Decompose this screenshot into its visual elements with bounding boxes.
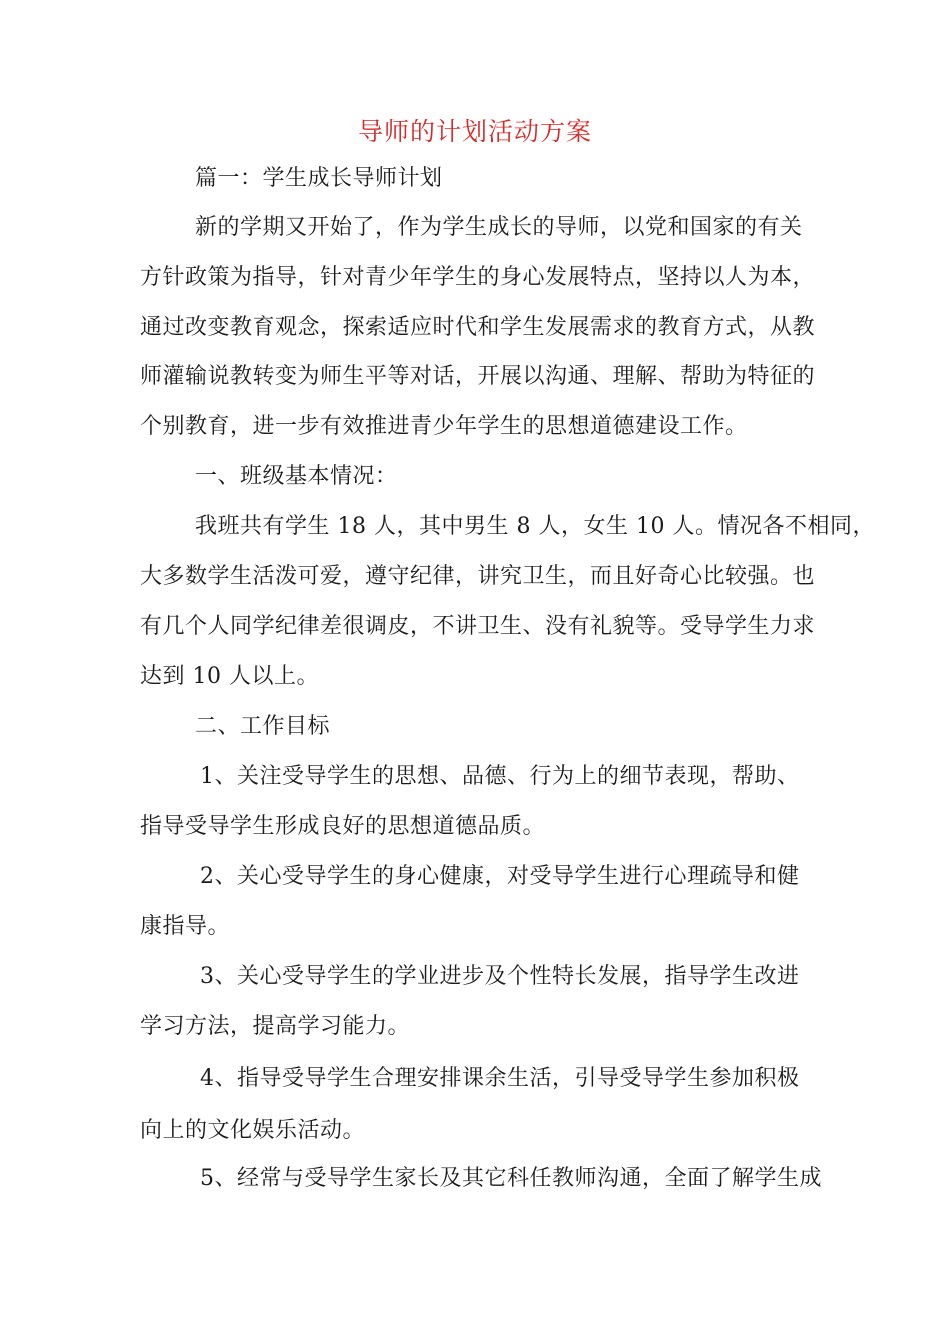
list-item-line: 康指导。: [140, 914, 231, 939]
paragraph-line: 新的学期又开始了，作为学生成长的导师，以党和国家的有关: [195, 215, 803, 240]
paragraph-line: 师灌输说教转变为师生平等对话，开展以沟通、理解、帮助为特征的: [140, 364, 816, 389]
paragraph-line: 方针政策为指导，针对青少年学生的身心发展特点，坚持以人为本，: [140, 265, 816, 290]
list-item-line: 4、指导受导学生合理安排课余生活，引导受导学生参加积极: [200, 1066, 800, 1091]
paragraph-line: 达到 10 人以上。: [140, 664, 319, 689]
list-item-line: 1、关注受导学生的思想、品德、行为上的细节表现，帮助、: [200, 764, 800, 789]
paragraph-line: 我班共有学生 18 人，其中男生 8 人，女生 10 人。情况各不相同，: [195, 514, 875, 539]
list-item-line: 指导受导学生形成良好的思想道德品质。: [140, 814, 546, 839]
paragraph-line: 大多数学生活泼可爱，遵守纪律，讲究卫生，而且好奇心比较强。也: [140, 564, 816, 589]
list-item-line: 2、关心受导学生的身心健康，对受导学生进行心理疏导和健: [200, 864, 800, 889]
section-heading: 篇一：学生成长导师计划: [195, 166, 443, 191]
paragraph-line: 有几个人同学纪律差很调皮，不讲卫生、没有礼貌等。受导学生力求: [140, 614, 816, 639]
subsection-heading: 一、班级基本情况：: [195, 464, 398, 489]
list-item-line: 5、经常与受导学生家长及其它科任教师沟通，全面了解学生成: [200, 1166, 822, 1191]
document-title: 导师的计划活动方案: [357, 117, 592, 146]
list-item-line: 3、关心受导学生的学业进步及个性特长发展，指导学生改进: [200, 964, 800, 989]
list-item-line: 学习方法，提高学习能力。: [140, 1014, 411, 1039]
list-item-line: 向上的文化娱乐活动。: [140, 1118, 366, 1143]
paragraph-line: 个别教育，进一步有效推进青少年学生的思想道德建设工作。: [140, 414, 748, 439]
paragraph-line: 通过改变教育观念，探索适应时代和学生发展需求的教育方式，从教: [140, 315, 816, 340]
subsection-heading: 二、工作目标: [195, 714, 331, 739]
